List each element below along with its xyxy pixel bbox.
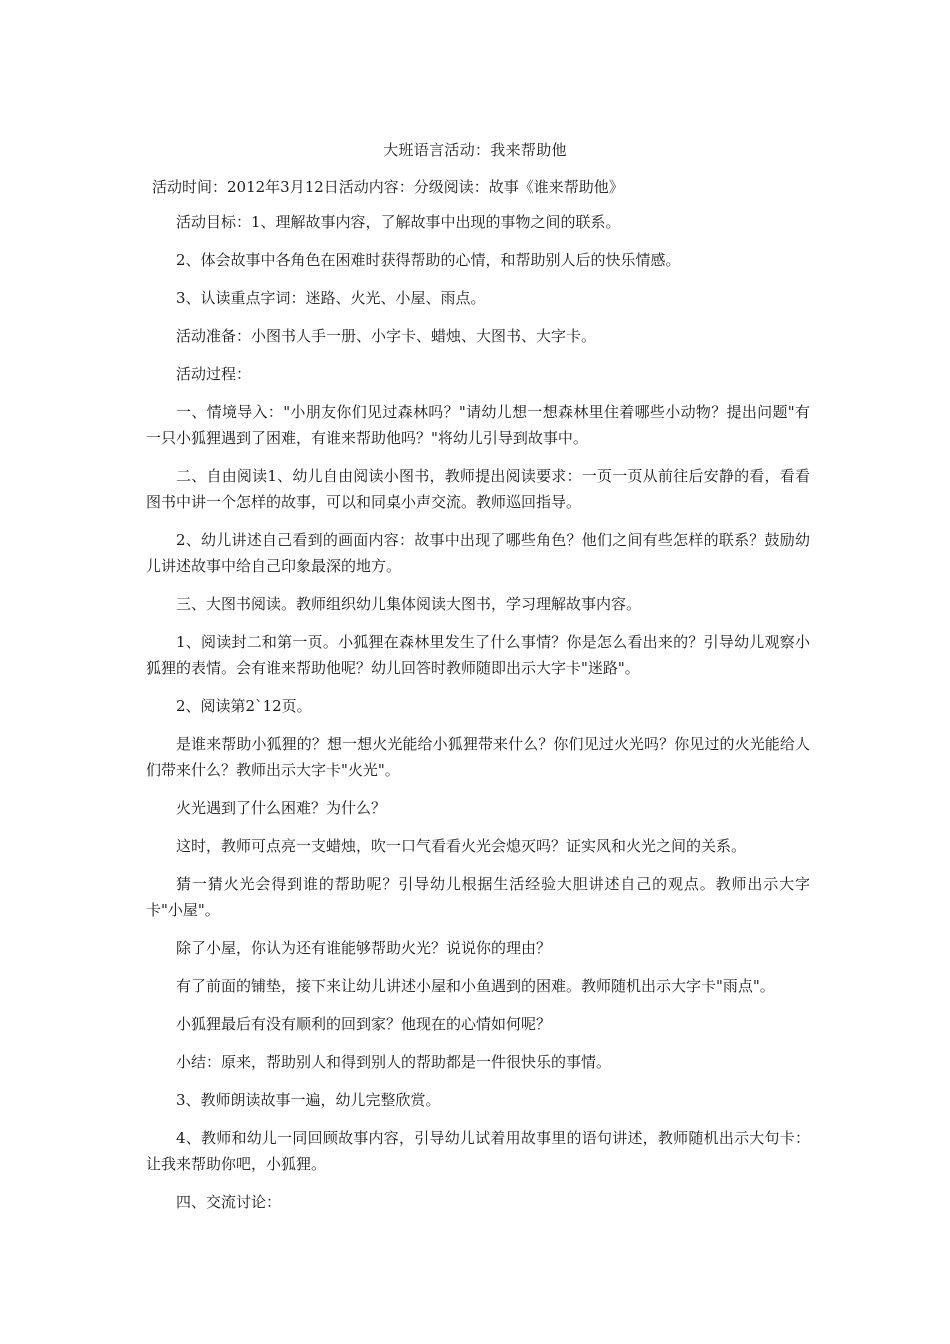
paragraph: 小结：原来，帮助别人和得到别人的帮助都是一件很快乐的事情。 — [176, 1053, 612, 1071]
paragraph: 1、阅读封二和第一页。小狐狸在森林里发生了什么事情？你是怎么看出来的？引导幼儿观察小狐狸的表情。会有谁来帮助他呢？幼儿回答时教师随即出示大字卡"迷路"。 — [146, 633, 810, 677]
paragraph: 猜一猜火光会得到谁的帮助呢？引导幼儿根据生活经验大胆讲述自己的观点。教师出示大字卡"小屋"。 — [146, 875, 810, 919]
paragraph: 一、情境导入："小朋友你们见过森林吗？"请幼儿想一想森林里住着哪些小动物？提出问题"有一只小狐狸遇到了困难，有谁来帮助他吗？"将幼儿引导到故事中。 — [146, 403, 810, 447]
activity-meta-line: 活动时间：2012年3月12日活动内容：分级阅读：故事《谁来帮助他》 — [152, 178, 624, 196]
paragraph: 三、大图书阅读。教师组织幼儿集体阅读大图书，学习理解故事内容。 — [176, 595, 642, 613]
paragraph: 除了小屋，你认为还有谁能够帮助火光？说说你的理由？ — [176, 939, 552, 957]
paragraph: 4、教师和幼儿一同回顾故事内容，引导幼儿试着用故事里的语句讲述，教师随机出示大句卡：让我来帮助你吧，小狐狸。 — [146, 1129, 810, 1173]
paragraph: 二、自由阅读1、幼儿自由阅读小图书，教师提出阅读要求：一页一页从前往后安静的看，看看图书中讲一个怎样的故事，可以和同桌小声交流。教师巡回指导。 — [146, 467, 810, 511]
document-title: 大班语言活动：我来帮助他 — [383, 141, 567, 159]
paragraph: 3、认读重点字词：迷路、火光、小屋、雨点。 — [176, 289, 486, 307]
paragraph: 这时，教师可点亮一支蜡烛，吹一口气看看火光会熄灭吗？证实风和火光之间的关系。 — [176, 837, 747, 855]
paragraph: 2、体会故事中各角色在困难时获得帮助的心情，和帮助别人后的快乐情感。 — [176, 251, 681, 269]
paragraph: 有了前面的铺垫，接下来让幼儿讲述小屋和小鱼遇到的困难。教师随机出示大字卡"雨点"。 — [176, 977, 775, 995]
document-body — [146, 209, 810, 1227]
paragraph: 活动目标：1、理解故事内容，了解故事中出现的事物之间的联系。 — [176, 213, 621, 231]
paragraph: 活动过程： — [176, 365, 252, 383]
paragraph: 活动准备：小图书人手一册、小字卡、蜡烛、大图书、大字卡。 — [176, 327, 597, 345]
paragraph: 3、教师朗读故事一遍，幼儿完整欣赏。 — [176, 1091, 441, 1109]
paragraph: 小狐狸最后有没有顺利的回到家？他现在的心情如何呢？ — [176, 1015, 552, 1033]
paragraph: 2、幼儿讲述自己看到的画面内容：故事中出现了哪些角色？他们之间有些怎样的联系？鼓励幼儿讲述故事中给自己印象最深的地方。 — [146, 531, 810, 575]
paragraph: 火光遇到了什么困难？为什么？ — [176, 799, 387, 817]
paragraph: 四、交流讨论： — [176, 1193, 282, 1211]
paragraph: 2、阅读第2`12页。 — [176, 697, 312, 715]
paragraph: 是谁来帮助小狐狸的？想一想火光能给小狐狸带来什么？你们见过火光吗？你见过的火光能给人们带来什么？教师出示大字卡"火光"。 — [146, 735, 810, 779]
